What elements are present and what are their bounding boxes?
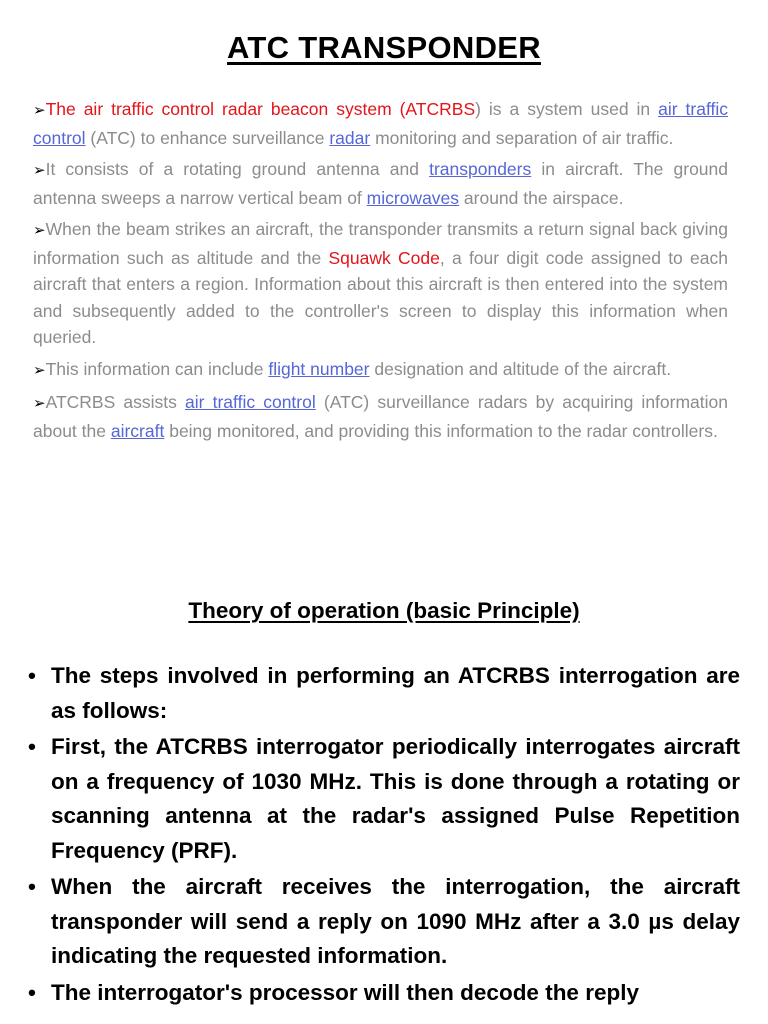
arrow-bullet-icon: ➢ bbox=[33, 102, 46, 119]
bullet-icon: • bbox=[28, 979, 36, 1005]
link-flight-number[interactable]: flight number bbox=[268, 358, 370, 379]
intro-paragraph: ➢This information can include flight number designation and altitude of the aircraft. bbox=[33, 358, 672, 379]
intro-paragraph: ➢When the beam strikes an aircraft, the transponder transmits a return signal back giving information such as altitude and the Squawk Code, a four digit code assigned to each aircraft that enters a region. Information about this aircraft is then entered into the system and subsequently added to the controller's screen to display this information when queried. bbox=[33, 219, 728, 347]
link-aircraft[interactable]: aircraft bbox=[110, 420, 165, 441]
bullet-icon: • bbox=[28, 734, 36, 759]
list-item: • First, the ATCRBS interrogator periodically interrogates aircraft on a frequency of 1030 MHz. This is done through a rotating or scanning antenna at the radar's assigned Pulse Repetition Frequency (PRF). bbox=[28, 730, 740, 868]
intro-paragraph: ➢ATCRBS assists air traffic control (ATC) surveillance radars by acquiring information about the aircraft being monitored, and providing this information to the radar controllers. bbox=[33, 392, 729, 441]
section-heading: Theory of operation (basic Principle) bbox=[188, 598, 580, 623]
link-radar[interactable]: radar bbox=[329, 127, 371, 148]
list-item: • The interrogator's processor will then decode the reply bbox=[28, 976, 740, 1011]
intro-section bbox=[33, 96, 728, 449]
arrow-bullet-icon: ➢ bbox=[33, 361, 46, 379]
intro-paragraph: ➢It consists of a rotating ground antenna and transponders in aircraft. The ground antenna sweeps a narrow vertical beam of microwaves around the airspace. bbox=[33, 159, 729, 208]
bullet-icon: • bbox=[28, 874, 36, 899]
bullet-icon: • bbox=[28, 663, 36, 688]
page-title: ATC TRANSPONDER bbox=[227, 30, 541, 65]
link-air-traffic-control-2[interactable]: air traffic control bbox=[185, 392, 316, 412]
intro-paragraph: ➢The air traffic control radar beacon system (ATCRBS) is a system used in air traffic control (ATC) to enhance surveillance radar monitoring and separation of air traffic. bbox=[33, 99, 728, 148]
link-transponders[interactable]: transponders bbox=[429, 159, 532, 179]
link-microwaves[interactable]: microwaves bbox=[366, 187, 460, 208]
link-air-traffic-control[interactable]: air traffic control bbox=[33, 99, 728, 148]
arrow-bullet-icon: ➢ bbox=[33, 162, 46, 179]
list-item: • When the aircraft receives the interrogation, the aircraft transponder will send a reply on 1090 MHz after a 3.0 µs delay indicating the requested information. bbox=[28, 870, 740, 974]
list-item: • The steps involved in performing an ATCRBS interrogation are as follows: bbox=[28, 659, 740, 728]
steps-list bbox=[28, 659, 740, 1012]
arrow-bullet-icon: ➢ bbox=[33, 222, 46, 239]
arrow-bullet-icon: ➢ bbox=[33, 395, 46, 412]
squawk-code-highlight: Squawk Code bbox=[328, 247, 440, 268]
